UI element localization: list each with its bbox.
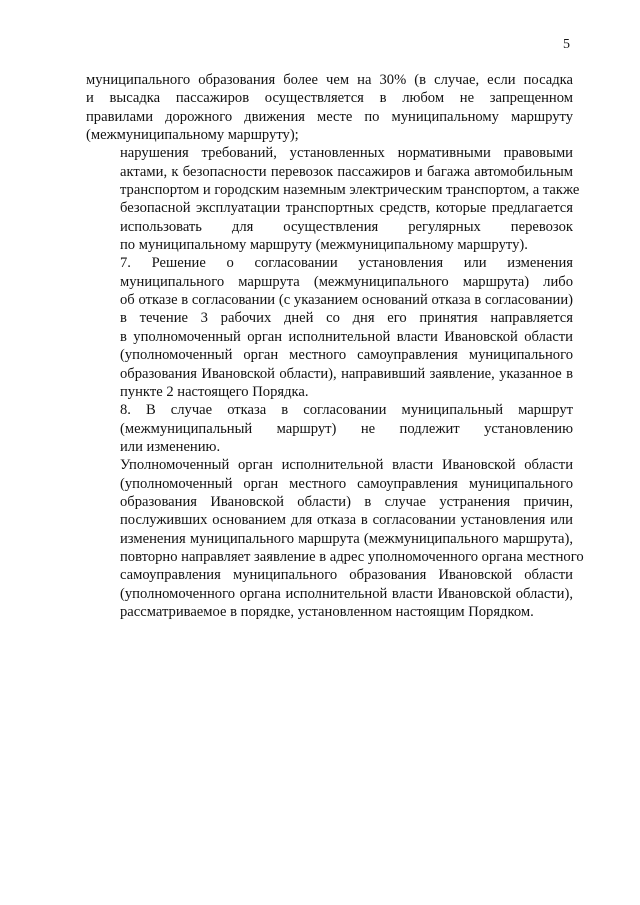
- text-line: муниципального образования более чем на 30% (в случае, если посадка: [86, 72, 573, 88]
- text-line: актами, к безопасности перевозок пассажиров и багажа автомобильным: [120, 163, 573, 180]
- text-line: образования Ивановской области), направивший заявление, указанное в: [120, 365, 573, 382]
- page-number: 5: [563, 37, 570, 52]
- text-line: повторно направляет заявление в адрес уполномоченного органа местного: [120, 548, 584, 565]
- text-line: в течение 3 рабочих дней со дня его принятия направляется: [120, 310, 573, 327]
- text-line: изменения муниципального маршрута (межмуниципального маршрута),: [120, 530, 573, 547]
- text-line: самоуправления муниципального образования Ивановской области: [120, 567, 573, 584]
- text-line: транспортом и городским наземным электрическим транспортом, а также: [120, 182, 580, 199]
- text-line: (межмуниципальный маршрут) не подлежит установлению: [120, 420, 573, 437]
- text-line: по муниципальному маршруту (межмуниципальному маршруту).: [120, 237, 528, 254]
- paragraph-item-7: [86, 254, 573, 401]
- text-line: 7. Решение о согласовании установления или изменения: [120, 255, 573, 272]
- text-line: Уполномоченный орган исполнительной власти Ивановской области: [120, 457, 573, 474]
- paragraph-safety-violations: [86, 144, 580, 254]
- text-line: образования Ивановской области) в случае устранения причин,: [120, 493, 573, 510]
- text-line: (межмуниципальному маршруту);: [86, 127, 299, 144]
- document-body: [86, 71, 584, 621]
- text-line: 8. В случае отказа в согласовании муниципальный маршрут: [120, 402, 573, 419]
- text-line: (уполномоченного органа исполнительной власти Ивановской области),: [120, 585, 573, 602]
- text-line: послуживших основанием для отказа в согласовании установления или: [120, 512, 573, 529]
- text-line: об отказе в согласовании (с указанием оснований отказа в согласовании): [120, 292, 573, 309]
- text-line: (уполномоченный орган местного самоуправления муниципального: [120, 475, 573, 492]
- text-line: использовать для осуществления регулярных перевозок: [120, 218, 573, 235]
- paragraph-item-8: [86, 401, 573, 456]
- text-line: рассматриваемое в порядке, установленном настоящим Порядком.: [120, 603, 534, 620]
- text-line: правилами дорожного движения месте по муниципальному маршруту: [86, 108, 573, 125]
- paragraph-resubmission: [86, 456, 584, 621]
- text-line: нарушения требований, установленных нормативными правовыми: [120, 145, 573, 162]
- paragraph-continuation: [86, 71, 573, 144]
- text-line: или изменению.: [120, 438, 221, 455]
- text-line: в уполномоченный орган исполнительной власти Ивановской области: [120, 328, 573, 345]
- text-line: пункте 2 настоящего Порядка.: [120, 383, 309, 400]
- text-line: безопасной эксплуатации транспортных средств, которые предлагается: [120, 200, 573, 217]
- text-line: и высадка пассажиров осуществляется в любом не запрещенном: [86, 90, 573, 107]
- text-line: муниципального маршрута (межмуниципального маршрута) либо: [120, 273, 573, 290]
- text-line: (уполномоченный орган местного самоуправления муниципального: [120, 347, 573, 364]
